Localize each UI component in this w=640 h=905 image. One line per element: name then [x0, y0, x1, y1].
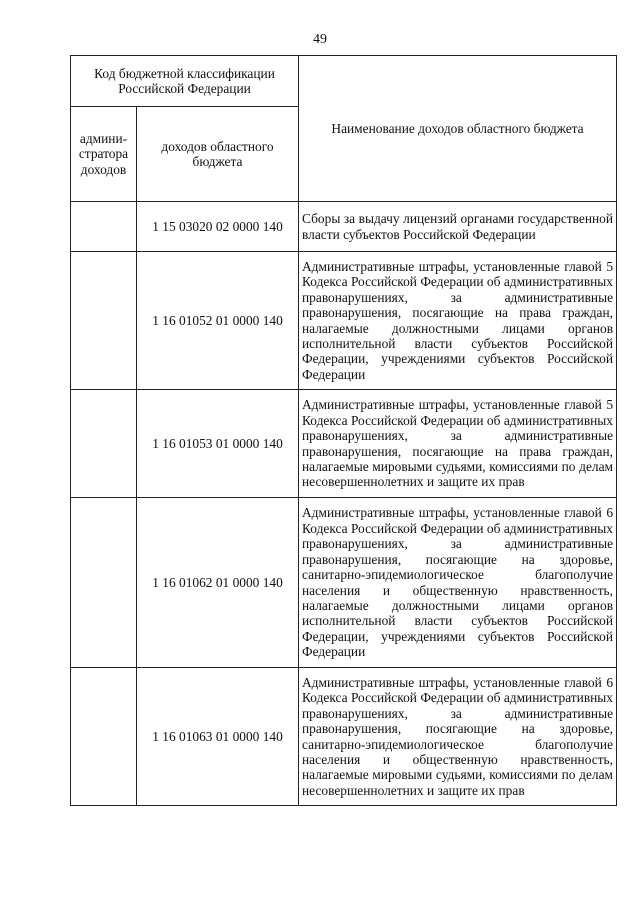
income-code-cell: 1 16 01063 01 0000 140 — [137, 668, 299, 806]
header-administrator: админи-стратора доходов — [71, 107, 137, 202]
administrator-cell — [71, 668, 137, 806]
table-row — [71, 668, 617, 806]
table-row — [71, 390, 617, 498]
budget-classification-table — [70, 55, 617, 806]
income-code-cell: 1 16 01053 01 0000 140 — [137, 390, 299, 498]
table-row — [71, 202, 617, 252]
page-number: 49 — [313, 32, 327, 47]
income-name-cell: Административные штрафы, установленные главой 5 Кодекса Российской Федерации об административных правонарушениях, за административные правонарушения, посягающие на права граждан, налагаемые должностными лицами органов исполнительной власти субъектов Российской Федерации, учреждениями субъектов Российской Федерации — [299, 252, 617, 390]
table-row — [71, 252, 617, 390]
administrator-cell — [71, 390, 137, 498]
table-header-row — [71, 56, 617, 107]
income-code-cell: 1 16 01052 01 0000 140 — [137, 252, 299, 390]
income-name-cell: Административные штрафы, установленные главой 5 Кодекса Российской Федерации об административных правонарушениях, за административные правонарушения, посягающие на права граждан, налагаемые мировыми судьями, комиссиями по делам несовершеннолетних и защите их прав — [299, 390, 617, 498]
table-row — [71, 498, 617, 668]
administrator-cell — [71, 202, 137, 252]
income-name-cell: Административные штрафы, установленные главой 6 Кодекса Российской Федерации об административных правонарушениях, за административные правонарушения, посягающие на здоровье, санитарно-эпидемиологическое благополучие населения и общественную нравственность, налагаемые должностными лицами органов исполнительной власти субъектов Российской Федерации, учреждениями субъектов Российской Федерации — [299, 498, 617, 668]
header-income-name: Наименование доходов областного бюджета — [299, 56, 617, 202]
administrator-cell — [71, 498, 137, 668]
income-name-cell: Административные штрафы, установленные главой 6 Кодекса Российской Федерации об административных правонарушениях, за административные правонарушения, посягающие на здоровье, санитарно-эпидемиологическое благополучие населения и общественную нравственность, налагаемые мировыми судьями, комиссиями по делам несовершеннолетних и защите их прав — [299, 668, 617, 806]
administrator-cell — [71, 252, 137, 390]
income-code-cell: 1 15 03020 02 0000 140 — [137, 202, 299, 252]
income-name-cell: Сборы за выдачу лицензий органами государственной власти субъектов Российской Федерации — [299, 202, 617, 252]
header-classification-code: Код бюджетной классификации Российской Федерации — [71, 56, 299, 107]
header-income-code: доходов областного бюджета — [137, 107, 299, 202]
income-code-cell: 1 16 01062 01 0000 140 — [137, 498, 299, 668]
